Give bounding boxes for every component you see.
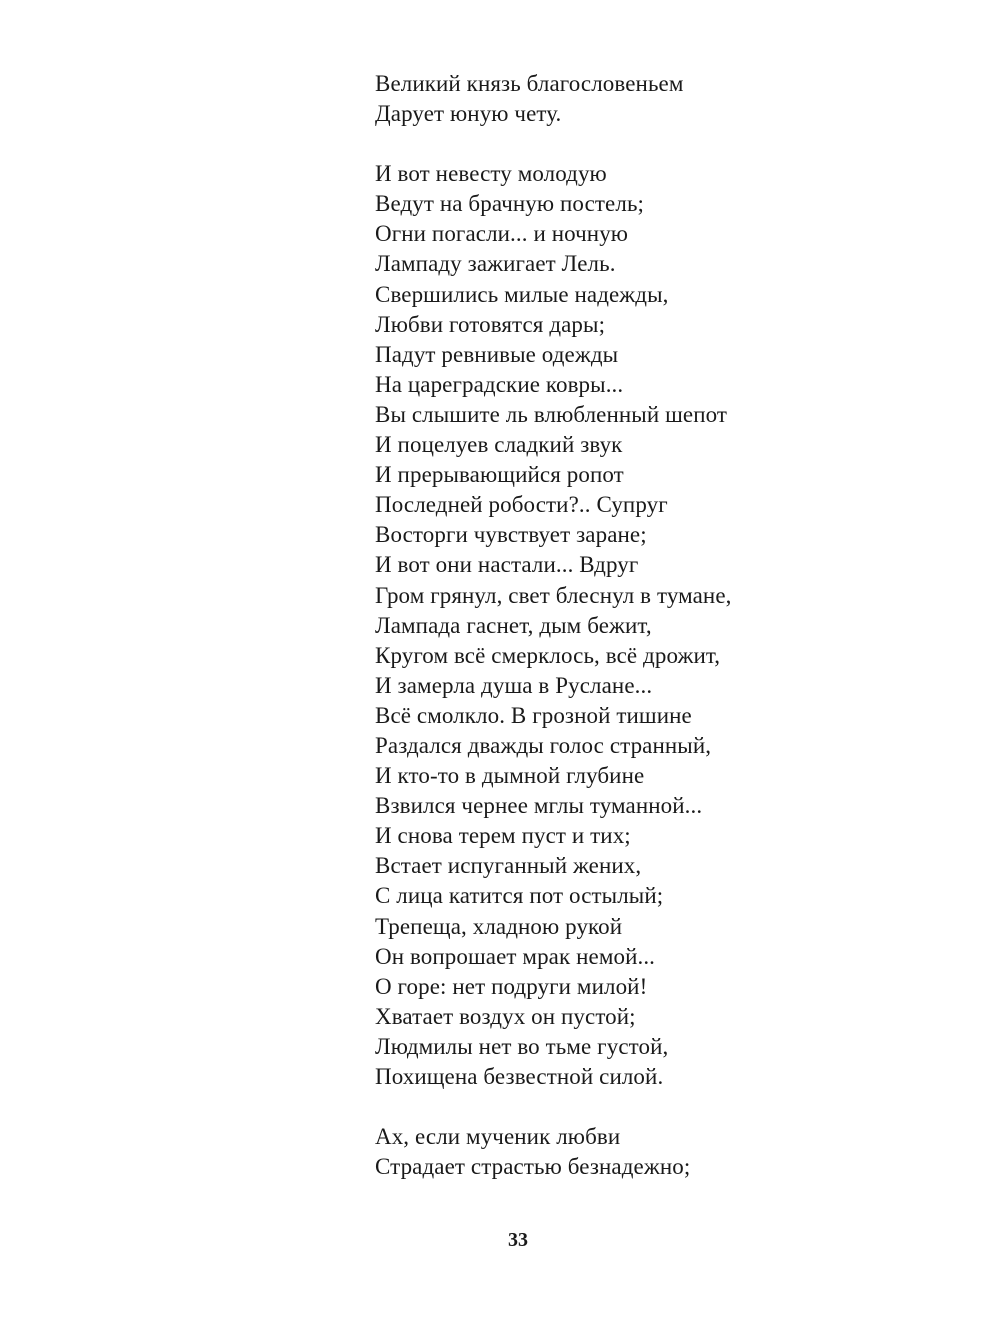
poem-line: И вот они настали... Вдруг (375, 552, 639, 578)
poem-line: И замерла душа в Руслане... (375, 672, 653, 698)
page-number: 33 (508, 1229, 528, 1251)
poem-line: И прерывающийся ропот (375, 462, 624, 488)
poem-line: Раздался дважды голос странный, (375, 732, 712, 758)
poem-line: Великий князь благословеньем (375, 71, 684, 96)
poem-line: Свершились милые надежды, (375, 281, 669, 307)
poem-line: И снова терем пуст и тих; (375, 823, 631, 849)
poem-line: Падут ревнивые одежды (375, 341, 619, 367)
stanza-3 (375, 1122, 975, 1182)
poem-line: Ах, если мученик любви (375, 1124, 621, 1150)
poem-line: Ведут на брачную постель; (375, 191, 645, 217)
poem-line: И вот невесту молодую (375, 161, 607, 187)
poem-line: Последней робости?.. Супруг (375, 492, 668, 518)
poem-line: Хватает воздух он пустой; (375, 1003, 636, 1029)
poem-line: И кто-то в дымной глубине (375, 763, 645, 789)
poem-line: Дарует юную чету. (375, 101, 562, 127)
poem-line: С лица катится пот остылый; (375, 883, 664, 909)
poem-line: Вы слышите ль влюбленный шепот (375, 401, 728, 427)
poem-text (375, 69, 975, 1182)
poem-line: Кругом всё смерклось, всё дрожит, (375, 642, 721, 668)
poem-line: Лампаду зажигает Лель. (375, 251, 616, 277)
poem-line: Встает испуганный жених, (375, 853, 642, 879)
poem-line: На цареградские ковры... (375, 371, 624, 397)
poem-line: Он вопрошает мрак немой... (375, 943, 656, 969)
stanza-2 (375, 159, 975, 1092)
poem-line: Огни погасли... и ночную (375, 221, 629, 247)
poem-line: Любви готовятся дары; (375, 311, 606, 337)
poem-line: Гром грянул, свет блеснул в тумане, (375, 582, 732, 608)
poem-line: Лампада гаснет, дым бежит, (375, 612, 652, 638)
poem-line: И поцелуев сладкий звук (375, 432, 623, 458)
poem-line: Всё смолкло. В грозной тишине (375, 702, 692, 728)
poem-line: Взвился чернее мглы туманной... (375, 793, 703, 819)
poem-line: О горе: нет подруги милой! (375, 973, 648, 999)
poem-line: Похищена безвестной силой. (375, 1064, 664, 1089)
stanza-1 (375, 69, 975, 129)
poem-line: Восторги чувствует заране; (375, 522, 647, 548)
poem-line: Трепеща, хладною рукой (375, 913, 623, 939)
poem-line: Страдает страстью безнадежно; (375, 1154, 691, 1180)
poem-line: Людмилы нет во тьме густой, (375, 1033, 669, 1059)
